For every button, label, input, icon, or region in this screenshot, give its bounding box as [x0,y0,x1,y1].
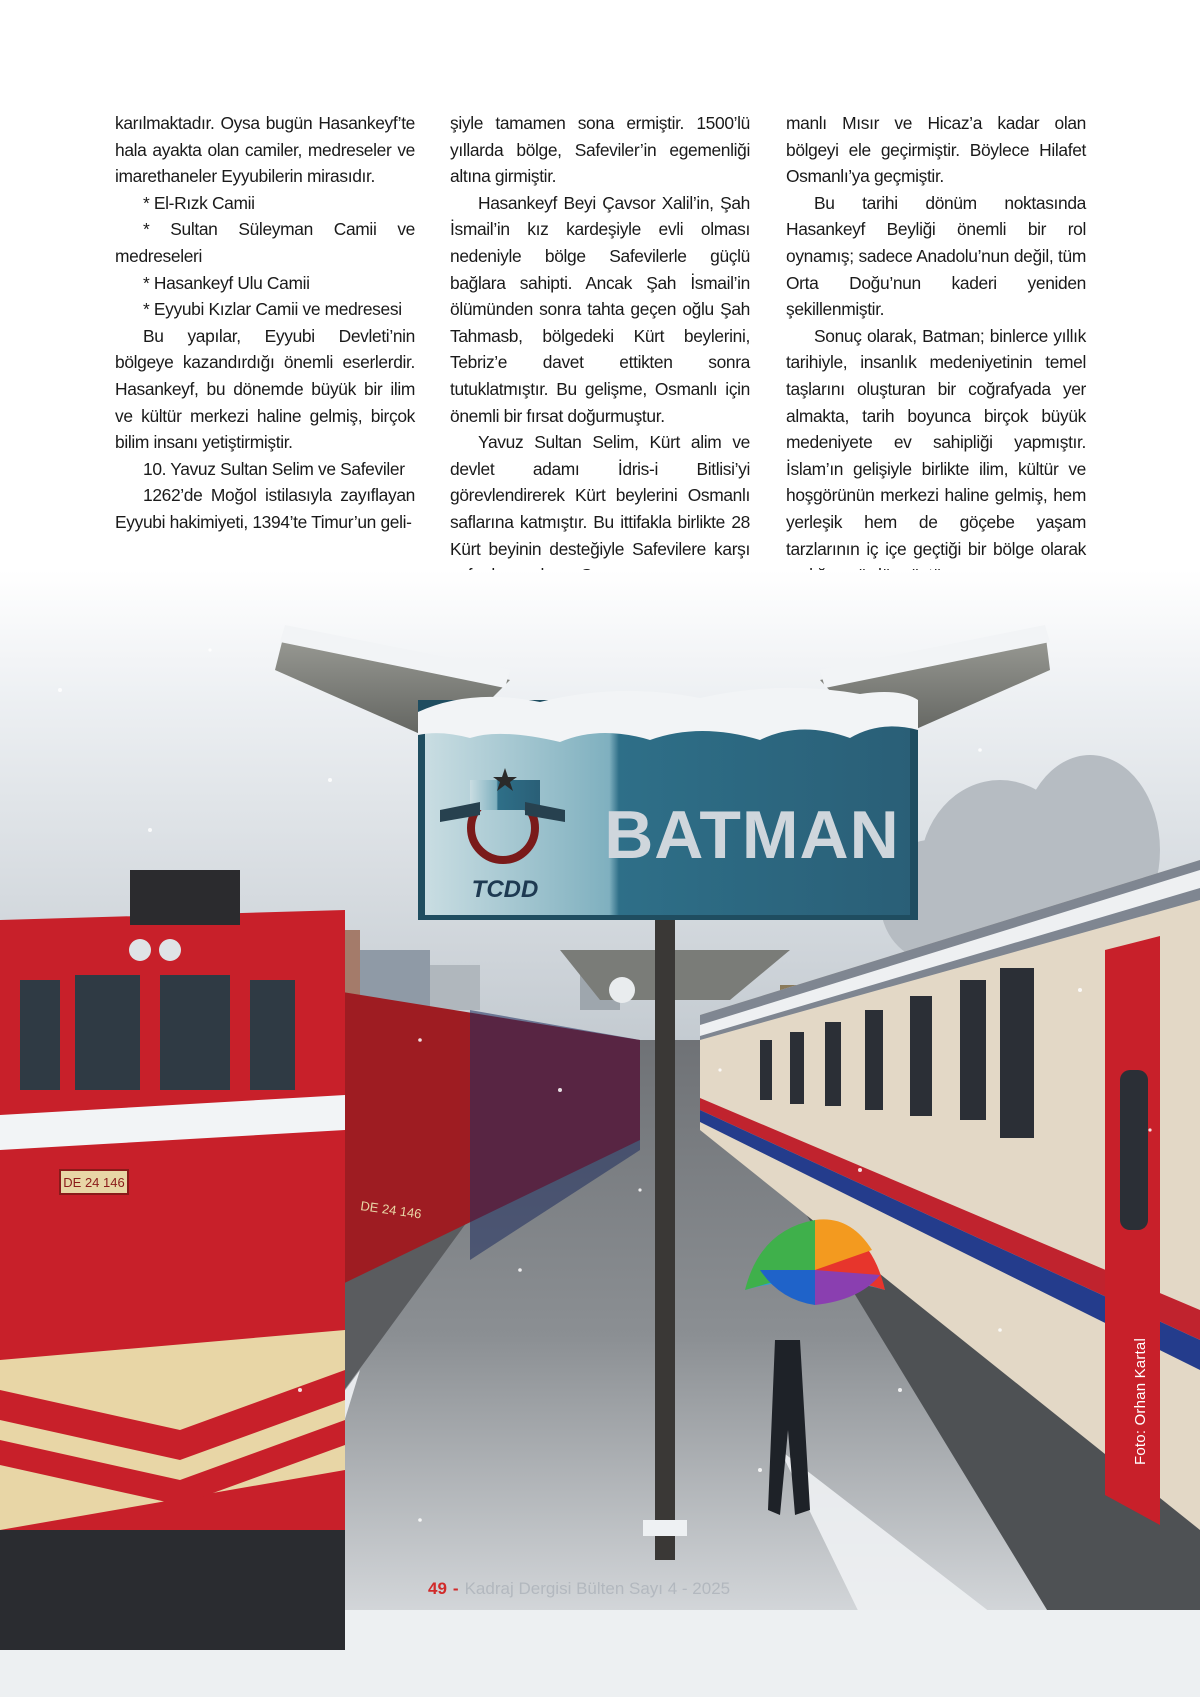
list-item: * Sultan Süleyman Camii ve medreseleri [115,219,415,266]
paragraph: Yavuz Sultan Selim, Kürt alim ve devlet adamı İdris-i Bitlisi’yi görevlendirerek Kürt beylerini Osmanlı saflarına katmıştır. Bu ittifakla birlikte 28 Kürt beyinin desteğiyle Safevilere karşı [450,432,750,559]
station-photo [0,570,1200,1697]
photo-illustration [0,570,1200,1697]
list-item: * Hasankeyf Ulu Camii [143,272,310,293]
section-heading: 10. Yavuz Sultan Selim ve Safeviler [143,458,405,479]
tcdd-logo-text: TCDD [471,876,539,903]
photo-credit: Foto: Orhan Kartal [1132,1338,1149,1465]
list-item: * Eyyubi Kızlar Camii ve medresesi [143,299,402,320]
page-number: 49 [428,1579,447,1598]
paragraph: Bu tarihi dönüm noktasında Hasankeyf Beyliği önemli bir rol oynamış; sadece Anadolu’nun değil, tüm Orta Doğu’nun kaderi yeniden şekillenmiştir. [786,192,1086,320]
magazine-name: Kadraj Dergisi Bülten Sayı 4 - 2025 [464,1579,731,1598]
locomotive-number: DE 24 146 [63,1175,125,1190]
station-name: BATMAN [604,797,900,873]
text-column-1 [115,110,415,536]
paragraph: Sonuç olarak, Batman; binlerce yıllık tarihiyle, insanlık medeniyetinin temel taşlarını oluşturan bir coğrafyada yer almakta, tarih boyunca birçok büyük medeniyete ev sahipliği yapmıştır. İslam’ın gelişiyle birlikte ilim, kültür ve hoşgörünün merkezi haline gelmiş, hem yerleşik hem de göçebe yaşam tarzlarının iç içe geçtiği bir bölge olarak [786,325,1086,559]
station-sign [418,688,918,920]
article-text [115,110,1088,559]
list-item: * El-Rızk Camii [143,192,255,213]
page-footer [428,1579,730,1599]
locomotive-side-number: DE 24 146 [359,1198,423,1222]
text-column-2 [450,110,750,589]
paragraph: şiyle tamamen sona ermiştir. 1500’lü yıllarda bölge, Safeviler’in egemenliği altına girmiştir. [450,113,750,187]
footer-separator: - [452,1579,459,1598]
paragraph: Hasankeyf Beyi Çavsor Xalil’in, Şah İsmail’in kız kardeşiyle evli olması nedeniyle bölge Safevilerle güçlü bağlara sahipti. Ancak Şah İsmail’in ölümünden sonra tahta geçen oğlu Şah Tahmasb, bölgedeki Kürt beylerini, Tebriz’e davet ettikten sonra tutuklatmıştır. Bu gelişme, Osmanlı için önemli bir fırsat doğurmuştur. [450,192,750,426]
text-column-3 [786,110,1086,589]
sign-post [655,920,675,1560]
paragraph: manlı Mısır ve Hicaz’a kadar olan bölgeyi ele geçirmiştir. Böylece Hilafet Osmanlı’ya geçmiştir. [786,113,1086,187]
paragraph: karılmaktadır. Oysa bugün Hasankeyf’te hala ayakta olan camiler, medreseler ve imarethaneler Eyyubilerin mirasıdır. [115,113,415,187]
paragraph: Bu yapılar, Eyyubi Devleti’nin bölgeye kazandırdığı önemli eserlerdir. Hasankeyf, bu dönemde büyük bir ilim ve kültür merkezi haline gelmiş, birçok bilim insanı yetiştirmiştir. [115,325,415,453]
platform-lamp [609,977,635,1003]
paragraph: 1262’de Moğol istilasıyla zayıflayan Eyyubi hakimiyeti, 1394’te Timur’un geli- [115,485,415,532]
